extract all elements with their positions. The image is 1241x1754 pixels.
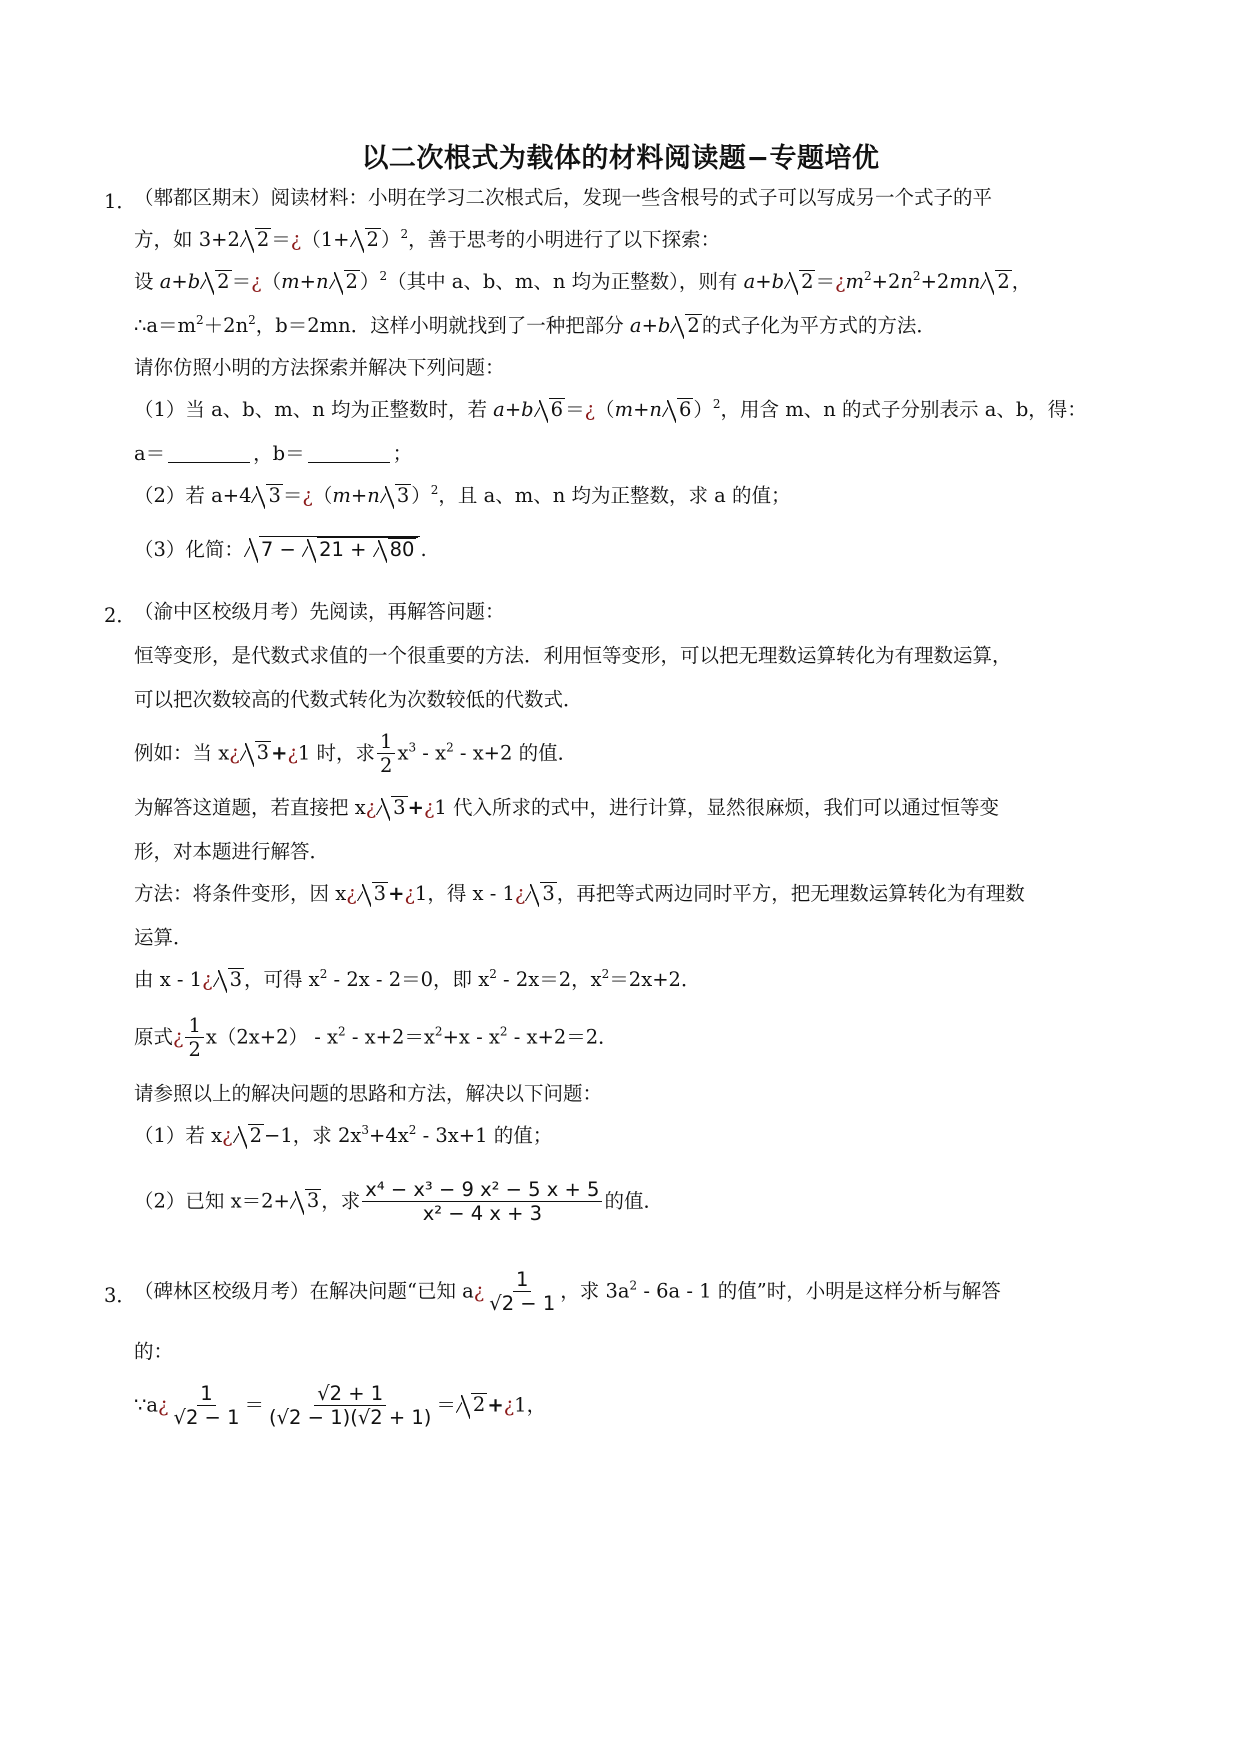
answer-blank-b[interactable] xyxy=(308,444,390,463)
q3-line1: （碑林区校级月考）在解决问题“已知 a¿ $\frac{1}{√2 - 1}$ ，求 $3a^2 - 6a - 1$ 的值”时，小明是这样分析与解答 xyxy=(134,1268,1001,1316)
q2-method: 方法：将条件变形，因 x¿ 3 +¿1，得 x - 1¿ 3 ，再把等式两边同时平方，把无理数运算转化为有理数 xyxy=(134,882,1025,905)
q1-part1: （1）当 a、b、m、n 均为正整数时，若 a+b 6 ＝¿（m+n 6 ）$^2$，用含 m、n 的式子分别表示 a、b，得： xyxy=(134,397,1087,421)
q1-part2: （2）若 a+4 3 ＝¿（m+n 3 ）$^2$，且 a、m、n 均为正整数，求 a 的值； xyxy=(134,483,791,507)
q1-ask: 请你仿照小明的方法探索并解决下列问题： xyxy=(134,356,505,379)
q2-original: 原式¿ $\frac{1}{2}$ $x(2x+2) - x^2 - x+2=x^2+x - x^2 - x+2=2$． xyxy=(134,1014,618,1062)
q2-source: （渝中区校级月考）先阅读，再解答问题： xyxy=(134,600,505,623)
q2-para1: 恒等变形，是代数式求值的一个很重要的方法．利用恒等变形，可以把无理数运算转化为有理数运算， xyxy=(134,644,1012,667)
q1-intro-line2: 方，如 3+2 2 ＝¿（1+ 2 ）$^2$，善于思考的小明进行了以下探索： xyxy=(134,227,721,251)
q1-number: 1． xyxy=(104,190,136,213)
q1-intro: （郫都区期末）阅读材料：小明在学习二次根式后，发现一些含根号的式子可以写成另一个式子的平 xyxy=(134,186,993,209)
q2-para2: 可以把次数较高的代数式转化为次数较低的代数式． xyxy=(134,688,583,711)
q2-method-line2: 运算． xyxy=(134,926,193,949)
q2-derivation: 由 x - 1¿ 3 ，可得 $x^2 - 2x - 2=0$，即 $x^2 - 2x=2$，$x^2=2x+2$． xyxy=(134,967,701,991)
q3-derivation: ∵a¿ $\frac{1}{√2 - 1}$ ＝ $\frac{√2 + 1}{(√2 - 1)(√2 + 1)}$ ＝ 2 +¿1， xyxy=(134,1382,547,1430)
q2-example: 例如：当 x¿ 3 +¿1 时，求 $\frac{1}{2}$ $x^3 - x^2 - x+2$ 的值． xyxy=(134,730,578,778)
q2-refer: 请参照以上的解决问题的思路和方法，解决以下问题： xyxy=(134,1082,603,1105)
q2-para3: 为解答这道题，若直接把 x¿ 3 +¿1 代入所求的式中，进行计算，显然很麻烦，我们可以通过恒等变 xyxy=(134,796,1000,819)
q1-set-line: 设 a+b 2 ＝¿（m+n 2 ）$^2$（其中 a、b、m、n 均为正整数），则有 a+b $2 =¿m^2+2n^2+2mn$ 2 ， xyxy=(134,269,1032,293)
q2-number: 2． xyxy=(104,604,136,627)
answer-blank-a[interactable] xyxy=(168,444,250,463)
page-title: 以二次根式为载体的材料阅读题−专题培优 xyxy=(361,143,880,174)
q1-therefore-line: $\therefore a=m^2+2n^2$，b＝2mn．这样小明就找到了一种把部分 a+b 2 的式子化为平方式的方法． xyxy=(134,313,936,337)
q1-part1-answers: a＝ ，b＝ ； xyxy=(134,442,413,465)
q2-sub2: （2）已知 x＝2+ 3 ，求 $\frac{\text{x⁴ − x³ − 9 x² − 5 x + 5}}{\text{x² − 4 x + 3}}$ 的值． xyxy=(134,1178,663,1226)
q3-line2: 的： xyxy=(134,1340,174,1363)
q1-part3: （3）化简： 7 − 21 + 80 . xyxy=(134,538,427,561)
q3-number: 3． xyxy=(104,1284,136,1307)
q2-sub1: （1）若 x¿ 2 −1，求 $2x^3+4x^2 - 3x+1$ 的值； xyxy=(134,1123,553,1147)
q2-para4: 形，对本题进行解答． xyxy=(134,840,330,863)
